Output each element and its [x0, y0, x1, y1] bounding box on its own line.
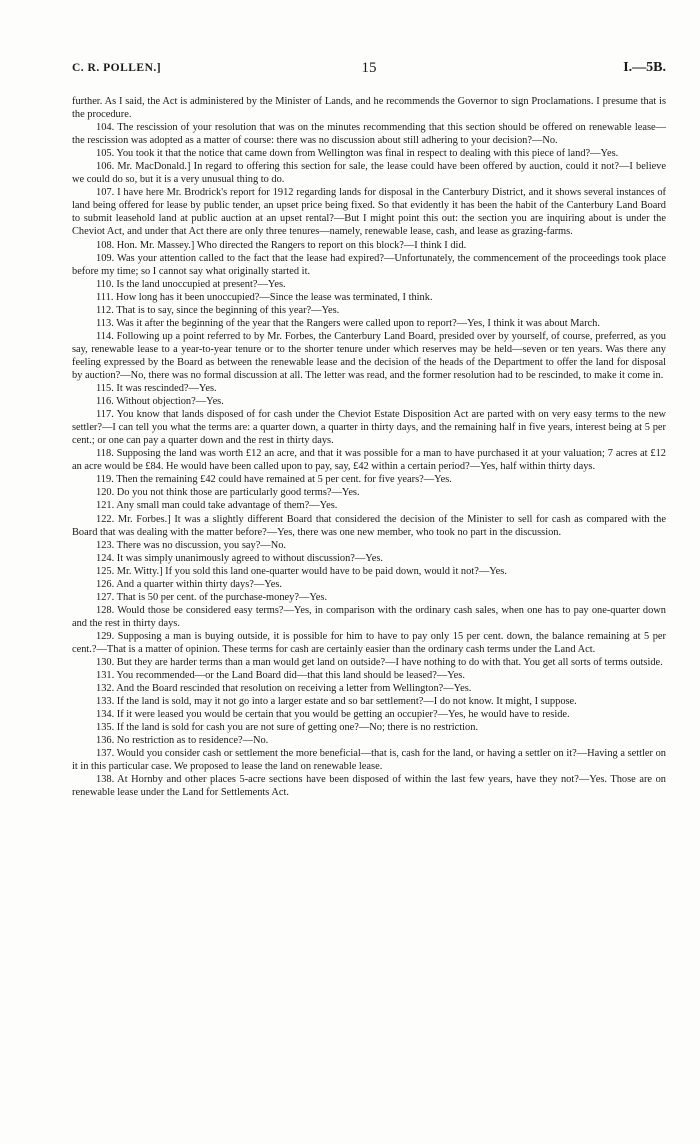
paragraph: 126. And a quarter within thirty days?—Yes. [96, 578, 282, 590]
paragraph: 109. Was your attention called to the fact that the lease had expired?—Unfortunately, the commencement of the proceedings took place before my time; so I cannot say what originally started it. [72, 252, 666, 277]
paragraph: 133. If the land is sold, may it not go into a larger estate and so bar settlement?—I do not know. It might, I suppose. [96, 696, 577, 708]
paragraph: 112. That is to say, since the beginning of this year?—Yes. [96, 304, 340, 316]
paragraph: 138. At Hornby and other places 5-acre sections have been disposed of within the last few years, have they not?—Yes. Those are on renewable lease under the Land for Settlements Act. [72, 774, 666, 799]
paragraph: 131. You recommended—or the Land Board did—that this land should be leased?—Yes. [96, 670, 465, 682]
paragraph: 110. Is the land unoccupied at present?—Yes. [96, 278, 286, 290]
paragraph: 129. Supposing a man is buying outside, it is possible for him to have to pay only 15 per cent. down, the balance remaining at 5 per cent.?—That is a matter of opinion. These terms for cash are certainly easier than the ordinary cash terms under the Land Act. [72, 630, 666, 655]
paragraph: 121. Any small man could take advantage of them?—Yes. [96, 500, 338, 512]
paragraph: 137. Would you consider cash or settlement the more beneficial—that is, cash for the land, or having a settler on it?—Having a settler on it in this particular case. We proposed to lease the land on renewable lease. [72, 748, 666, 773]
document-body [72, 95, 666, 800]
paragraph: 120. Do you not think those are particularly good terms?—Yes. [96, 487, 360, 499]
paragraph: 125. Mr. Witty.] If you sold this land one-quarter would have to be paid down, would it not?—Yes. [96, 565, 507, 577]
page-number: 15 [361, 60, 377, 76]
paragraph: 128. Would those be considered easy terms?—Yes, in comparison with the ordinary cash sales, when one has to pay one-quarter down and the rest in thirty days. [72, 604, 666, 629]
paragraph: 134. If it were leased you would be certain that you would be getting an occupier?—Yes, he would have to reside. [96, 709, 570, 721]
paragraph: 106. Mr. MacDonald.] In regard to offering this section for sale, the lease could have been offered by auction, could it not?—I believe we could do so, but it is a very unusual thing to do. [72, 161, 666, 186]
paragraph: 122. Mr. Forbes.] It was a slightly different Board that considered the decision of the Minister to sell for cash as compared with the Board that was dealing with the matter before?—Yes, there was one new member, who took no part in the discussion. [72, 513, 666, 538]
paragraph: 113. Was it after the beginning of the year that the Rangers were called upon to report?—Yes, I think it was about March. [96, 317, 600, 329]
paragraph: 132. And the Board rescinded that resolution on receiving a letter from Wellington?—Yes. [96, 683, 472, 695]
paragraph: 117. You know that lands disposed of for cash under the Cheviot Estate Disposition Act are parted with on very easy terms to the new settler?—I can tell you what the terms are: a quarter down, a quarter in thirty days, and the remaining half in five years, interest being at 5 per cent.; or one can pay a quarter down and the rest in thirty days. [72, 409, 666, 447]
paragraph: 127. That is 50 per cent. of the purchase-money?—Yes. [96, 591, 328, 603]
paragraph: 108. Hon. Mr. Massey.] Who directed the Rangers to report on this block?—I think I did. [96, 239, 467, 251]
paragraph: 124. It was simply unanimously agreed to without discussion?—Yes. [96, 552, 383, 564]
document-reference: I.—5B. [623, 60, 666, 75]
paragraph: 115. It was rescinded?—Yes. [96, 383, 217, 395]
paragraph: 105. You took it that the notice that came down from Wellington was final in respect to dealing with this piece of land?—Yes. [96, 148, 619, 160]
paragraph: 119. Then the remaining £42 could have remained at 5 per cent. for five years?—Yes. [96, 474, 452, 486]
page-header [72, 60, 666, 80]
paragraph: 107. I have here Mr. Brodrick's report for 1912 regarding lands for disposal in the Canterbury District, and it shows several instances of land being offered for lease by public tender, an upset price being fixed. So that evidently it has been the habit of the Canterbury Land Board to submit leasehold land at public auction at an upset rental?—But I might point this out: the section you are inquiring about is under the Cheviot Act, and under that Act there are only three tenures—namely, renewable lease, cash, and lease as grazing-farms. [72, 187, 666, 238]
paragraph: 123. There was no discussion, you say?—No. [96, 539, 286, 551]
paragraph: further. As I said, the Act is administered by the Minister of Lands, and he recommends the Governor to sign Proclamations. I presume that is the procedure. [72, 96, 666, 121]
witness-name: C. R. POLLEN.] [72, 62, 162, 74]
paragraph: 116. Without objection?—Yes. [96, 396, 224, 408]
paragraph: 135. If the land is sold for cash you are not sure of getting one?—No; there is no restriction. [96, 722, 479, 734]
paragraph: 130. But they are harder terms than a man would get land on outside?—I have nothing to do with that. You get all sorts of terms outside. [96, 657, 663, 669]
paragraph: 118. Supposing the land was worth £12 an acre, and that it was possible for a man to have purchased it at your valuation; 7 acres at £12 an acre would be £84. He would have been called upon to pay, say, £42 within a certain period?—Yes, half within thirty days. [72, 448, 666, 473]
paragraph: 111. How long has it been unoccupied?—Since the lease was terminated, I think. [96, 291, 433, 303]
paragraph: 114. Following up a point referred to by Mr. Forbes, the Canterbury Land Board, presided over by yourself, of course, preferred, as you say, renewable lease to a year-to-year tenure or to the shorter tenure under which reserves may be held—seven or ten years. Was there any feeling expressed by the Board as between the renewable lease and the decision of the heads of the Department to offer the land for disposal by auction?—No, there was no formal discussion at all. The letter was read, and the former resolution had to be rescinded, to make it come in. [72, 330, 666, 381]
paragraph: 104. The rescission of your resolution that was on the minutes recommending that this section should be offered on renewable lease—the rescission was adopted as a matter of course: there was no discussion about still adhering to your decision?—No. [72, 122, 666, 147]
paragraph: 136. No restriction as to residence?—No. [96, 735, 269, 747]
